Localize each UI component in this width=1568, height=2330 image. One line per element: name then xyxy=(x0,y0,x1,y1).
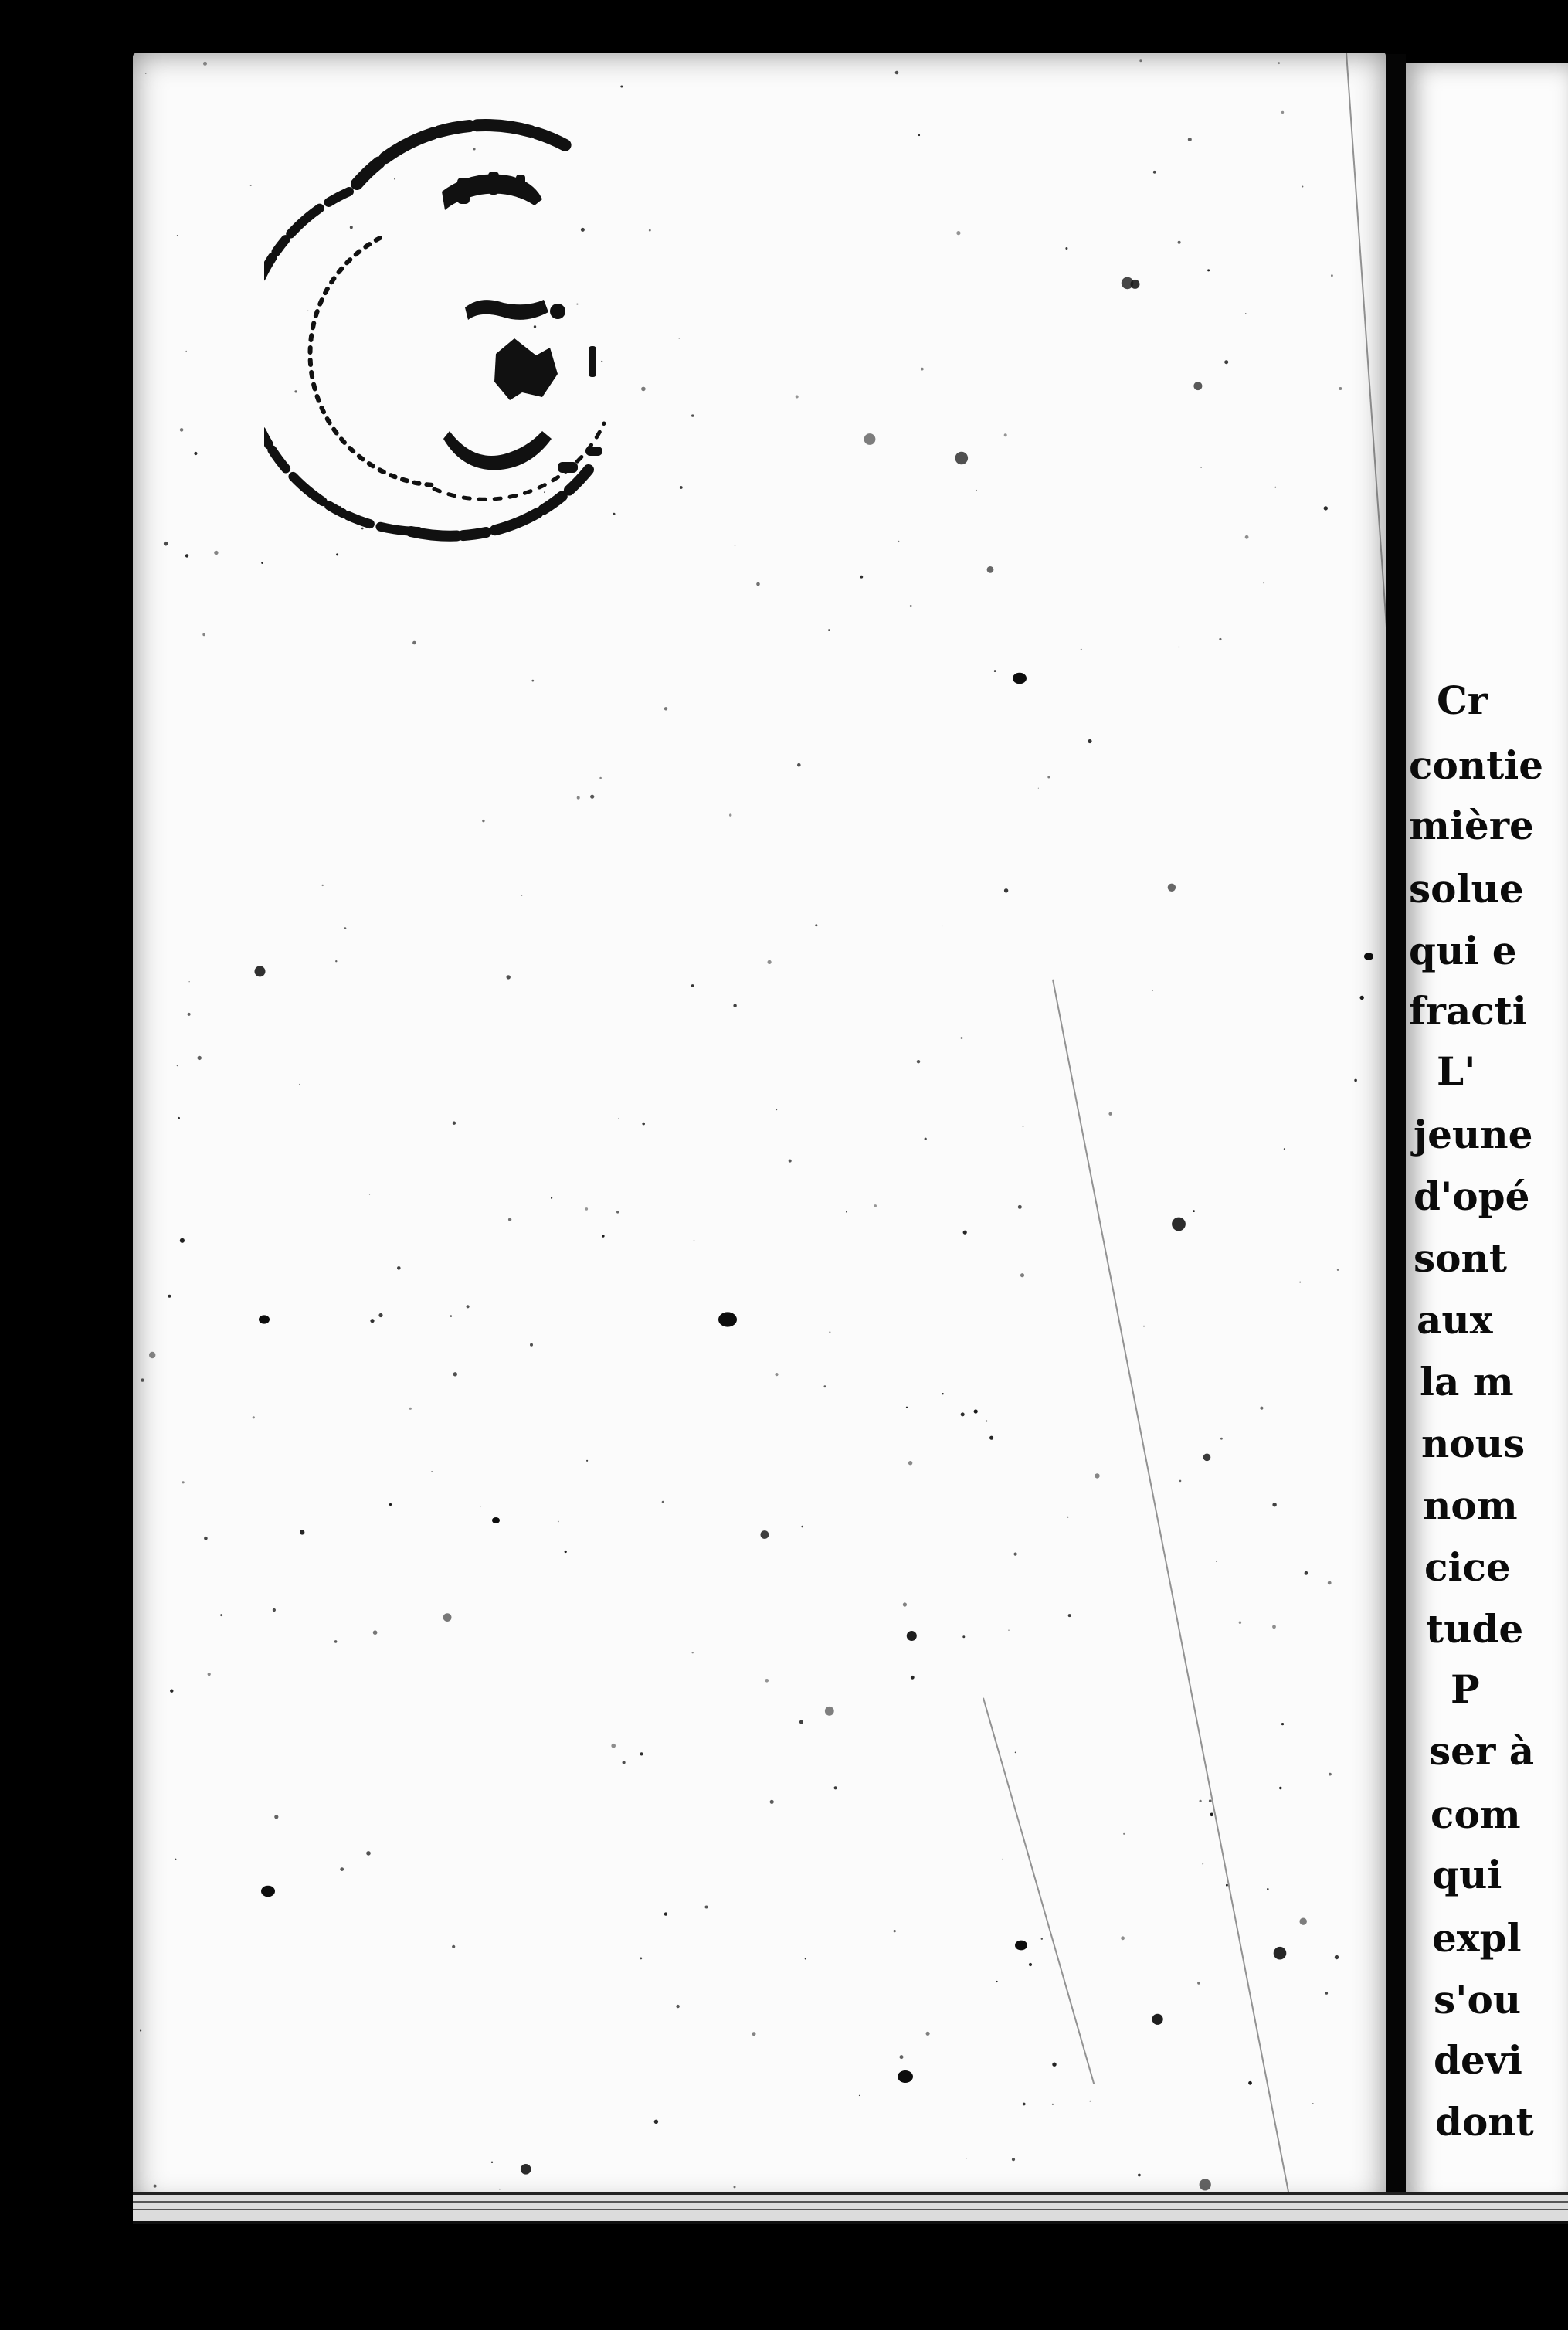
book-gutter xyxy=(1386,54,1406,2209)
speckle xyxy=(340,1867,344,1871)
speckle xyxy=(299,1084,300,1085)
text-line: Cr xyxy=(1437,678,1488,723)
text-line: nom xyxy=(1423,1483,1518,1528)
speckle xyxy=(1108,1112,1112,1116)
speckle xyxy=(344,927,347,929)
speckle xyxy=(956,231,960,235)
speckle xyxy=(986,1420,987,1421)
speckle xyxy=(180,1238,185,1243)
speckle xyxy=(906,1407,908,1408)
speckle xyxy=(903,1602,907,1606)
speckle xyxy=(1015,1752,1016,1754)
speckle xyxy=(664,1912,667,1915)
speckle xyxy=(189,981,190,982)
speckle xyxy=(602,1235,604,1237)
speckle xyxy=(1095,1473,1099,1478)
speckle xyxy=(300,1530,304,1534)
speckle xyxy=(1012,2158,1015,2161)
speckle xyxy=(220,1614,222,1616)
speckle xyxy=(1331,274,1333,277)
speckle xyxy=(1081,649,1082,650)
text-line: tude xyxy=(1426,1606,1524,1652)
left-page xyxy=(133,53,1386,2208)
speckle xyxy=(705,1906,708,1909)
speckle xyxy=(491,2162,493,2163)
speckle xyxy=(664,707,667,710)
speckle xyxy=(450,1315,453,1317)
speckle xyxy=(194,452,197,455)
text-line: nous xyxy=(1421,1421,1526,1466)
speckle xyxy=(828,629,830,631)
speckle xyxy=(1178,241,1181,244)
speckle xyxy=(322,885,324,886)
speckle xyxy=(250,185,252,186)
text-line: jeune xyxy=(1414,1112,1533,1157)
ink-blot xyxy=(261,1886,275,1897)
speckle xyxy=(900,2055,904,2059)
speckle xyxy=(1029,1963,1032,1966)
speckle xyxy=(1207,269,1210,271)
speckle xyxy=(1023,1126,1024,1127)
right-page xyxy=(1406,63,1568,2208)
speckle xyxy=(642,1123,645,1126)
text-line: contie xyxy=(1409,742,1544,788)
speckle xyxy=(366,1851,371,1856)
speckle xyxy=(680,486,683,489)
speckle xyxy=(370,1319,374,1323)
speckle xyxy=(974,1409,978,1413)
speckle xyxy=(1088,739,1091,743)
speckle xyxy=(154,2185,157,2188)
speckle xyxy=(1197,1982,1200,1985)
speckle xyxy=(1245,535,1249,539)
speckle xyxy=(508,1218,511,1221)
speckle xyxy=(1324,506,1328,510)
speckle xyxy=(830,1331,831,1333)
speckle xyxy=(586,1460,588,1462)
speckle xyxy=(796,396,799,399)
speckle xyxy=(733,1004,736,1007)
speckle xyxy=(1219,638,1221,640)
speckle xyxy=(1210,1813,1213,1817)
speckle xyxy=(987,566,994,573)
speckle xyxy=(1272,1503,1276,1506)
ink-blot xyxy=(898,2070,913,2083)
speckle xyxy=(208,1673,211,1676)
speckle xyxy=(334,1640,338,1643)
text-line: solue xyxy=(1409,866,1524,912)
text-line: L' xyxy=(1437,1048,1476,1094)
speckle xyxy=(676,2005,679,2008)
speckle xyxy=(204,1537,208,1540)
speckle xyxy=(1188,138,1192,141)
speckle xyxy=(1168,884,1176,892)
speckle xyxy=(770,1800,774,1804)
speckle xyxy=(955,452,969,465)
speckle xyxy=(918,134,920,136)
speckle xyxy=(1052,2104,1054,2105)
speckle xyxy=(1274,487,1276,488)
speckle xyxy=(654,2120,658,2124)
ink-blot xyxy=(1364,953,1373,960)
text-line: dont xyxy=(1435,2099,1534,2145)
speckle xyxy=(274,1815,278,1819)
speckle xyxy=(911,1676,915,1680)
speckle xyxy=(521,895,522,896)
speckle xyxy=(1203,1454,1211,1462)
speckle xyxy=(565,1551,567,1553)
speckle xyxy=(1224,360,1228,364)
text-line: qui e xyxy=(1409,928,1517,973)
speckle xyxy=(815,924,817,926)
speckle xyxy=(1339,387,1342,390)
speckle xyxy=(734,2186,736,2188)
speckle xyxy=(1200,1800,1202,1802)
speckle xyxy=(140,2029,141,2031)
speckle xyxy=(273,1608,276,1612)
speckle xyxy=(1284,1148,1285,1150)
speckle xyxy=(409,1408,412,1410)
text-line: sont xyxy=(1414,1235,1507,1281)
speckle xyxy=(1152,2014,1163,2025)
speckle xyxy=(170,1690,173,1693)
speckle xyxy=(185,554,188,557)
speckle xyxy=(1172,1218,1186,1231)
speckle xyxy=(1248,2081,1252,2085)
speckle xyxy=(482,820,484,822)
speckle xyxy=(599,777,602,779)
speckle xyxy=(910,605,912,607)
bottom-edge-band xyxy=(133,2192,1568,2224)
speckle xyxy=(389,1503,392,1506)
speckle xyxy=(1272,1625,1276,1629)
speckle xyxy=(874,1204,877,1207)
speckle xyxy=(1014,1553,1017,1556)
speckle xyxy=(1312,2103,1314,2104)
speckle xyxy=(775,1373,778,1376)
speckle xyxy=(925,1138,927,1140)
speckle xyxy=(1305,1571,1308,1575)
ink-blot xyxy=(259,1315,270,1323)
speckle xyxy=(175,1859,176,1860)
speckle xyxy=(1354,1079,1357,1082)
speckle xyxy=(1267,1888,1269,1890)
speckle xyxy=(1300,1918,1307,1925)
speckle xyxy=(824,1385,826,1387)
speckle xyxy=(898,541,899,542)
speckle xyxy=(907,1631,917,1641)
speckle xyxy=(1004,433,1007,436)
speckle xyxy=(1281,1723,1284,1725)
speckle xyxy=(691,414,694,416)
speckle xyxy=(994,670,996,672)
speckle xyxy=(1008,1629,1010,1631)
speckle xyxy=(1138,2174,1141,2177)
speckle xyxy=(1038,788,1039,789)
speckle xyxy=(961,1412,965,1416)
speckle xyxy=(805,1958,806,1959)
speckle xyxy=(177,235,178,236)
speckle xyxy=(768,960,772,964)
speckle xyxy=(996,1981,998,1982)
speckle xyxy=(797,763,801,767)
speckle xyxy=(1299,1282,1301,1283)
speckle xyxy=(443,1613,452,1622)
speckle xyxy=(1041,1938,1043,1940)
speckle xyxy=(799,1720,803,1724)
speckle xyxy=(761,1530,769,1539)
text-line: mière xyxy=(1409,803,1534,848)
speckle xyxy=(1179,647,1180,648)
speckle xyxy=(640,1752,643,1755)
text-line: expl xyxy=(1432,1915,1522,1961)
text-line: s'ou xyxy=(1434,1977,1522,2023)
speckle xyxy=(141,1378,144,1381)
speckle xyxy=(921,368,924,371)
speckle xyxy=(789,1160,792,1163)
speckle xyxy=(336,553,338,555)
speckle xyxy=(962,1635,965,1638)
speckle xyxy=(640,1958,642,1960)
speckle xyxy=(453,1122,456,1125)
speckle xyxy=(620,86,623,88)
speckle xyxy=(1067,1517,1068,1518)
speckle xyxy=(180,428,184,432)
speckle xyxy=(1143,1326,1145,1327)
speckle xyxy=(145,73,147,74)
speckle xyxy=(467,1305,470,1308)
text-line: devi xyxy=(1434,2037,1522,2083)
speckle xyxy=(203,62,207,66)
speckle xyxy=(1065,247,1067,250)
speckle xyxy=(989,1436,993,1440)
speckle xyxy=(499,2189,501,2190)
speckle xyxy=(149,1352,155,1358)
speckle xyxy=(611,1744,616,1748)
speckle xyxy=(507,975,511,979)
text-line: d'opé xyxy=(1414,1173,1530,1219)
speckle xyxy=(178,1117,180,1119)
text-line: la m xyxy=(1420,1359,1514,1404)
speckle xyxy=(765,1679,769,1683)
speckle xyxy=(188,1013,191,1016)
speckle xyxy=(1179,1480,1182,1483)
speckle xyxy=(1139,59,1142,62)
speckle xyxy=(1018,1205,1022,1209)
speckle xyxy=(894,1930,896,1932)
text-line: qui xyxy=(1432,1852,1502,1897)
speckle xyxy=(729,813,731,816)
speckle xyxy=(590,795,594,799)
speckle xyxy=(825,1707,834,1716)
speckle xyxy=(1123,1833,1125,1835)
speckle xyxy=(1193,382,1202,390)
speckle xyxy=(412,641,416,645)
speckle xyxy=(373,1630,378,1635)
speckle xyxy=(530,1343,533,1347)
speckle xyxy=(168,1295,171,1298)
speckle xyxy=(1216,1561,1217,1563)
speckle xyxy=(182,1481,185,1483)
speckle xyxy=(1325,1992,1328,1994)
speckle xyxy=(1200,2179,1211,2190)
speckle xyxy=(756,582,760,586)
speckle xyxy=(618,1118,619,1119)
speckle xyxy=(942,1393,943,1394)
speckle xyxy=(431,1471,433,1472)
speckle xyxy=(1328,1581,1332,1585)
speckle xyxy=(926,2032,930,2036)
ink-blot xyxy=(1013,673,1027,684)
speckle xyxy=(963,1231,967,1235)
speckle xyxy=(1020,1273,1024,1277)
speckle xyxy=(834,1786,837,1789)
speckle xyxy=(895,71,899,75)
speckle xyxy=(214,551,218,555)
text-line: com xyxy=(1431,1792,1521,1837)
speckle xyxy=(378,1313,382,1317)
speckle xyxy=(1089,2101,1091,2102)
speckle xyxy=(577,796,580,800)
speckle xyxy=(198,1056,202,1060)
speckle xyxy=(585,1207,589,1211)
speckle xyxy=(752,2032,756,2036)
speckle xyxy=(859,2095,860,2096)
text-line: cice xyxy=(1424,1544,1511,1590)
ink-blot xyxy=(492,1517,500,1523)
speckle xyxy=(1239,1622,1241,1624)
speckle xyxy=(662,1501,664,1503)
speckle xyxy=(694,1240,695,1241)
speckle xyxy=(185,351,187,352)
speckle xyxy=(691,984,694,987)
speckle xyxy=(521,2164,531,2175)
speckle xyxy=(1278,62,1280,64)
speckle xyxy=(1302,186,1303,188)
speckle xyxy=(202,633,205,637)
speckle xyxy=(177,1065,178,1067)
speckle xyxy=(908,1461,912,1465)
speckle xyxy=(616,1211,619,1213)
speckle xyxy=(1193,1210,1195,1212)
speckle xyxy=(1153,171,1156,174)
speckle xyxy=(846,1211,847,1213)
speckle xyxy=(531,680,534,682)
speckle xyxy=(917,1060,920,1063)
library-stamp xyxy=(264,99,666,547)
speckle xyxy=(1004,888,1008,892)
speckle xyxy=(452,1945,455,1948)
speckle xyxy=(1360,996,1364,1000)
speckle xyxy=(623,1761,626,1764)
speckle xyxy=(1337,1269,1339,1271)
speckle xyxy=(776,1109,777,1111)
text-line: ser à xyxy=(1429,1728,1535,1774)
speckle xyxy=(1220,1438,1223,1440)
speckle xyxy=(335,960,337,962)
speckle xyxy=(1200,467,1202,468)
text-line: aux xyxy=(1417,1297,1493,1343)
speckle xyxy=(1279,1787,1281,1789)
text-line: P xyxy=(1451,1666,1480,1712)
text-line: fracti xyxy=(1409,988,1527,1034)
speckle xyxy=(860,576,863,579)
speckle xyxy=(1047,776,1050,779)
speckle xyxy=(255,966,266,976)
speckle xyxy=(1245,313,1246,314)
ink-blot xyxy=(718,1312,737,1326)
speckle xyxy=(1068,1614,1071,1617)
speckle xyxy=(1274,1947,1287,1960)
speckle xyxy=(261,562,263,564)
speckle xyxy=(453,1372,457,1376)
speckle xyxy=(558,1521,559,1523)
speckle xyxy=(692,1652,694,1653)
speckle xyxy=(1335,1955,1339,1959)
speckle xyxy=(253,1416,255,1418)
speckle xyxy=(1131,280,1140,289)
speckle xyxy=(551,1197,552,1199)
speckle xyxy=(1203,1863,1204,1865)
speckle xyxy=(164,542,168,546)
speckle xyxy=(1329,1773,1332,1776)
speckle xyxy=(801,1526,803,1528)
speckle xyxy=(1260,1407,1263,1410)
speckle xyxy=(1121,1936,1125,1940)
speckle xyxy=(1023,2103,1026,2106)
speckle xyxy=(1281,111,1284,114)
ink-blot xyxy=(1015,1941,1027,1951)
speckle xyxy=(961,1037,963,1039)
speckle xyxy=(1052,2063,1056,2067)
speckle xyxy=(397,1266,401,1270)
speckle xyxy=(864,433,876,445)
